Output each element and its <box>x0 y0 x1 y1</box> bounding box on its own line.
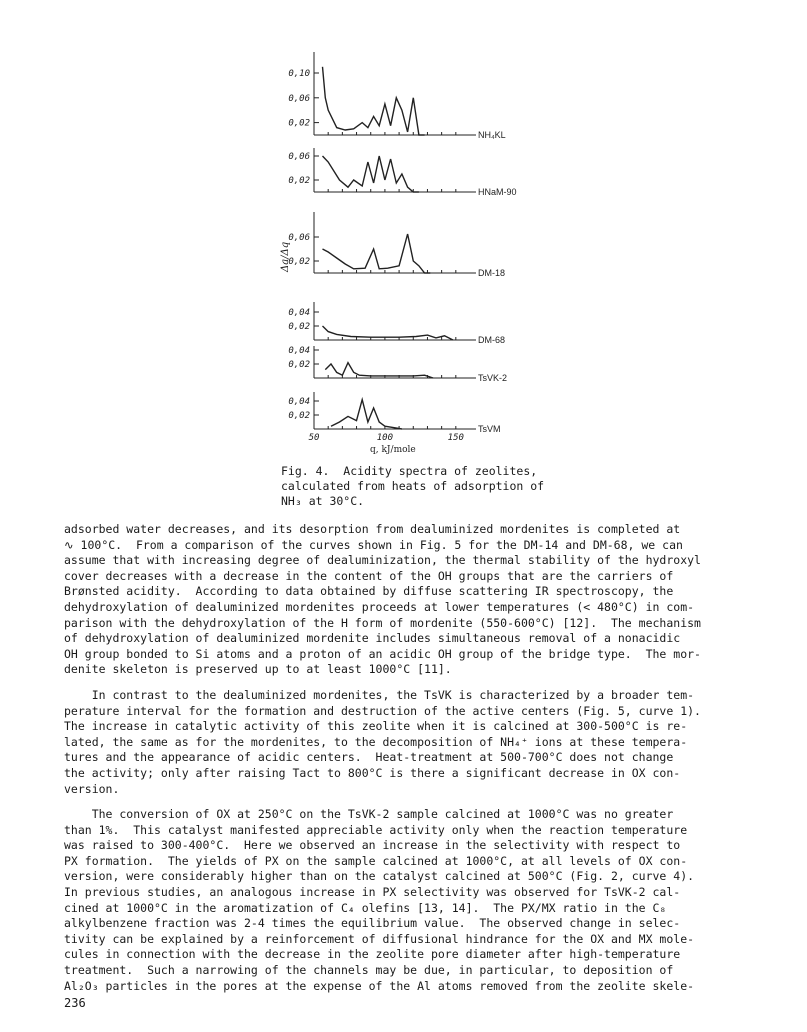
text-line: assume that with increasing degree of dealuminization, the thermal stability of the hydroxyl <box>64 553 701 568</box>
text-line: adsorbed water decreases, and its desorption from dealuminized mordenites is completed at <box>64 522 681 536</box>
series-line <box>331 400 402 429</box>
x-tick-label: 100 <box>376 433 394 443</box>
paragraph <box>64 807 754 994</box>
y-tick-label: 0,04 <box>288 397 310 407</box>
y-tick-label: 0,06 <box>288 93 310 104</box>
caption-line: Fig. 4. Acidity spectra of zeolites, <box>281 464 538 478</box>
y-tick-label: 0,02 <box>288 322 310 332</box>
text-line: lated, the same as for the mordenites, to the decomposition of NH₄⁺ ions at these tempera- <box>64 734 688 749</box>
text-line: Brønsted acidity. According to data obtained by diffuse scattering IR spectroscopy, the <box>64 584 674 599</box>
series-label: DM-18 <box>478 268 506 278</box>
caption-line: NH₃ at 30°C. <box>281 494 365 508</box>
y-tick-label: 0,04 <box>288 308 310 318</box>
text-line: the activity; only after raising Tact to 800°C is there a significant decrease in OX con- <box>64 765 681 780</box>
paragraph <box>64 688 754 797</box>
series-label: HNaM-90 <box>478 187 517 197</box>
y-tick-label: 0,02 <box>288 118 310 129</box>
y-tick-label: 0,06 <box>288 233 310 243</box>
text-line: ∿ 100°C. From a comparison of the curves shown in Fig. 5 for the DM-14 and DM-68, we can <box>64 537 683 552</box>
y-tick-label: 0,02 <box>288 360 310 370</box>
text-line: The increase in catalytic activity of this zeolite when it is calcined at 300-500°C is re- <box>64 719 688 734</box>
text-line: perature interval for the formation and destruction of the active centers (Fig. 5, curve 1). <box>64 703 701 718</box>
x-axis-title: q, kJ/mole <box>370 445 416 455</box>
text-line: treatment. Such a narrowing of the channels may be due, in particular, to deposition of <box>64 963 674 978</box>
y-tick-label: 0,02 <box>288 257 310 267</box>
text-line: parison with the dehydroxylation of the H form of mordenite (550-600°C) [12]. The mechanism <box>64 615 701 630</box>
text-line: tures and the appearance of acidic centers. Heat-treatment at 500-700°C does not change <box>64 750 674 765</box>
text-line: was raised to 300-400°C. Here we observed an increase in the selectivity with respect to <box>64 838 681 853</box>
text-line: cules in connection with the decrease in the zeolite pore diameter after high-temperature <box>64 947 681 962</box>
text-line: tivity can be explained by a reinforcement of diffusional hindrance for the OX and MX mole- <box>64 931 695 946</box>
caption-line: calculated from heats of adsorption of <box>281 479 545 493</box>
series-line <box>323 67 425 135</box>
y-axis-label: Δa/Δq <box>280 241 291 272</box>
y-tick-label: 0,02 <box>288 176 310 186</box>
paragraph <box>64 522 754 678</box>
series-label: DM-68 <box>478 335 506 345</box>
text-line: denite skeleton is preserved up to at least 1000°C [11]. <box>64 662 452 677</box>
text-line: OH group bonded to Si atoms and a proton of an acidic OH group of the bridge type. The mor- <box>64 646 701 661</box>
text-line: The conversion of OX at 250°C on the TsVK-2 sample calcined at 1000°C was no greater <box>64 807 674 822</box>
figure-svg <box>270 40 570 460</box>
page-number: 236 <box>64 996 86 1010</box>
text-line: PX formation. The yields of PX on the sample calcined at 1000°C, at all levels of OX con- <box>64 853 688 868</box>
text-line: cined at 1000°C in the aromatization of C₄ olefins [13, 14]. The PX/MX ratio in the C₈ <box>64 900 667 915</box>
text-line: In contrast to the dealuminized mordenites, the TsVK is characterized by a broader tem- <box>64 687 695 702</box>
text-line: cover decreases with a decrease in the content of the OH groups that are the carriers of <box>64 568 674 583</box>
series-label: TsVK-2 <box>478 373 508 383</box>
y-tick-label: 0,10 <box>288 69 310 79</box>
text-line: dehydroxylation of dealuminized mordenites proceeds at lower temperatures (< 480°C) in com- <box>64 599 695 614</box>
series-label: NH₄KL <box>478 130 506 140</box>
y-tick-label: 0,06 <box>288 152 310 162</box>
text-line: alkylbenzene fraction was 2-4 times the equilibrium value. The observed change in selec- <box>64 916 681 931</box>
text-line: version. <box>64 781 120 796</box>
x-tick-label: 150 <box>447 433 464 443</box>
series-line <box>325 363 433 378</box>
y-tick-label: 0,02 <box>288 411 310 421</box>
x-tick-label: 50 <box>308 433 320 443</box>
text-line: than 1%. This catalyst manifested appreciable activity only when the reaction temperature <box>64 822 688 837</box>
figure-caption <box>281 464 571 509</box>
text-line: In previous studies, an analogous increase in PX selectivity was observed for TsVK-2 cal- <box>64 885 681 900</box>
text-line: of dehydroxylation of dealuminized mordenite includes simultaneous removal of a nonacidic <box>64 631 681 646</box>
series-line <box>323 234 431 273</box>
acidity-spectra-figure <box>270 40 570 460</box>
y-tick-label: 0,04 <box>288 346 310 356</box>
body-text <box>64 522 754 1004</box>
series-label: TsVM <box>478 424 501 434</box>
text-line: version, were considerably higher than on the catalyst calcined at 500°C (Fig. 2, curve 4). <box>64 869 695 884</box>
text-line: Al₂O₃ particles in the pores at the expense of the Al atoms removed from the zeolite skele- <box>64 978 695 993</box>
series-line <box>323 156 419 192</box>
